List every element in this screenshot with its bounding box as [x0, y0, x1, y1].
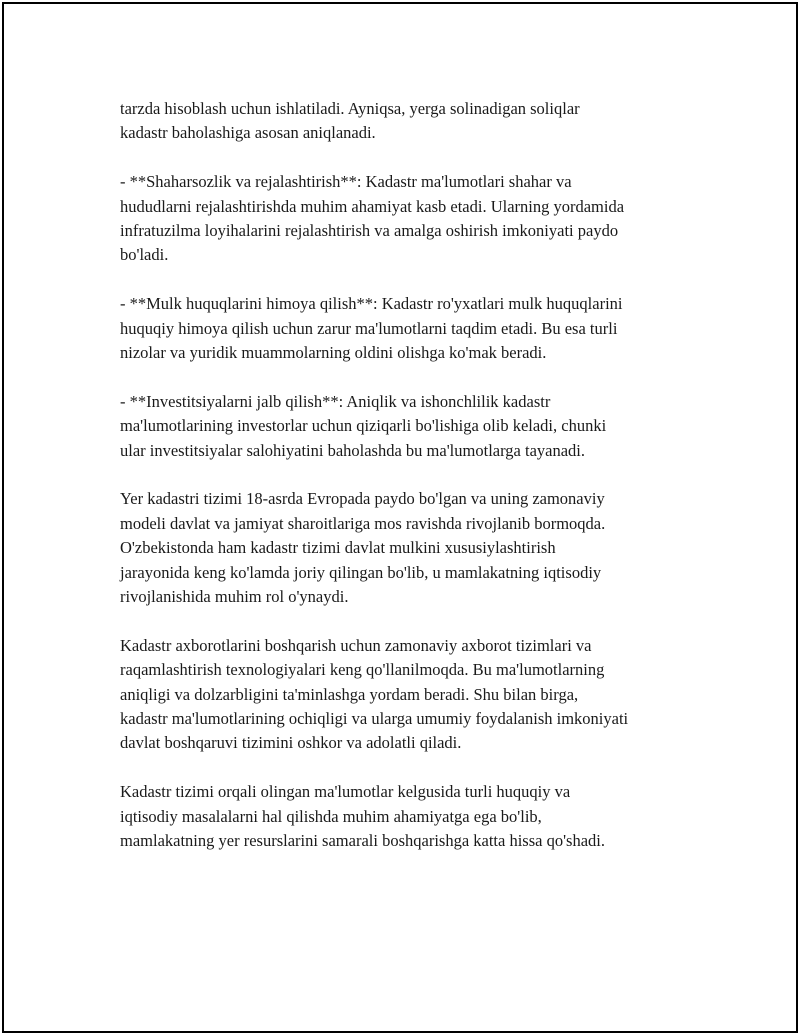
paragraph-information-systems: Kadastr axborotlarini boshqarish uchun zamonaviy axborot tizimlari va raqamlashtirish texnologiyalari keng qo'llanilmoqda. Bu ma'lumotlarning aniqligi va dolzarbligini ta'minlashga yordam beradi. Shu bilan birga, kadastr ma'lumotlarining ochiqligi va ularga umumiy foydalanish imkoniyati davlat boshqaruvi tizimini oshkor va adolatli qiladi.	[120, 635, 629, 753]
document-page	[2, 2, 798, 1033]
paragraph-tax-assessment: tarzda hisoblash uchun ishlatiladi. Ayniqsa, yerga solinadigan soliqlar kadastr baholashiga asosan aniqlanadi.	[120, 99, 580, 143]
paragraph-urban-planning: - **Shaharsozlik va rejalashtirish**: Kadastr ma'lumotlari shahar va hududlarni rejalashtirishda muhim ahamiyat kasb etadi. Ularning yordamida infratuzilma loyihalarini rejalashtirish va amalga oshirish imkoniyati paydo bo'ladi.	[120, 172, 625, 265]
document-body	[120, 97, 710, 878]
paragraph-conclusion: Kadastr tizimi orqali olingan ma'lumotlar kelgusida turli huquqiy va iqtisodiy masalalarni hal qilishda muhim ahamiyatga ega bo'lib, mamlakatning yer resurslarini samarali boshqarishga katta hissa qo'shadi.	[120, 782, 606, 851]
paragraph-history: Yer kadastri tizimi 18-asrda Evropada paydo bo'lgan va uning zamonaviy modeli davlat va jamiyat sharoitlariga mos ravishda rivojlanib bormoqda. O'zbekistonda ham kadastr tizimi davlat mulkini xususiylashtirish jarayonida keng ko'lamda joriy qilingan bo'lib, u mamlakatning iqtisodiy rivojlanishida muhim rol o'ynaydi.	[120, 489, 606, 607]
paragraph-property-rights: - **Mulk huquqlarini himoya qilish**: Kadastr ro'yxatlari mulk huquqlarini huquqiy himoya qilish uchun zarur ma'lumotlarni taqdim etadi. Bu esa turli nizolar va yuridik muammolarning oldini olishga ko'mak beradi.	[120, 294, 623, 363]
paragraph-investment: - **Investitsiyalarni jalb qilish**: Aniqlik va ishonchlilik kadastr ma'lumotlarining investorlar uchun qiziqarli bo'lishiga olib keladi, chunki ular investitsiyalar salohiyatini baholashda bu ma'lumotlarga tayanadi.	[120, 391, 607, 460]
